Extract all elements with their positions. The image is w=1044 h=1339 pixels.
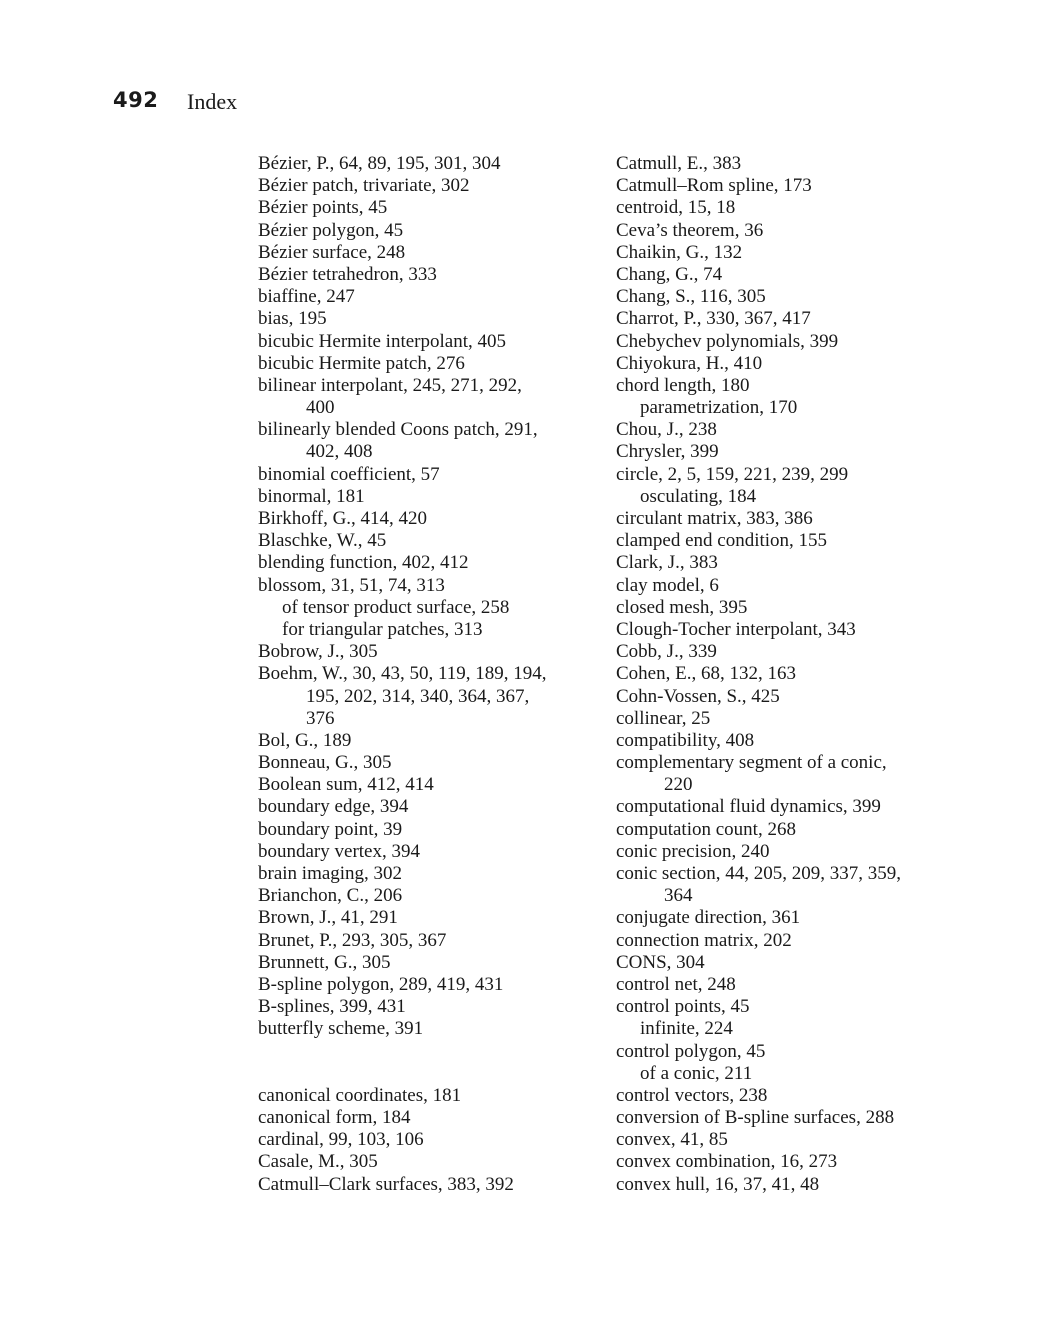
index-entry: circulant matrix, 383, 386 bbox=[616, 508, 813, 529]
index-entry: Casale, M., 305 bbox=[258, 1151, 378, 1173]
index-entry: blending function, 402, 412 bbox=[258, 552, 469, 574]
index-entry: CONS, 304 bbox=[616, 951, 705, 973]
index-entry: Boolean sum, 412, 414 bbox=[258, 774, 434, 796]
index-entry: Bézier polygon, 45 bbox=[258, 219, 404, 241]
index-column-right bbox=[616, 153, 946, 1196]
index-entry: Cohen, E., 68, 132, 163 bbox=[616, 663, 796, 685]
index-subentry: infinite, 224 bbox=[640, 1018, 733, 1040]
index-entry: Bol, G., 189 bbox=[258, 729, 352, 751]
index-entry: control points, 45 bbox=[616, 996, 750, 1018]
index-entry-continuation: 402, 408 bbox=[306, 441, 373, 463]
index-entry: clamped end condition, 155 bbox=[616, 530, 828, 552]
index-entry: Blaschke, W., 45 bbox=[258, 530, 387, 552]
index-entry: conversion of B-spline surfaces, 288 bbox=[616, 1107, 895, 1129]
index-entry-continuation: 400 bbox=[306, 397, 335, 419]
index-entry: boundary vertex, 394 bbox=[258, 840, 420, 862]
index-entry: Birkhoff, G., 414, 420 bbox=[258, 508, 428, 529]
index-entry: Bobrow, J., 305 bbox=[258, 641, 378, 663]
index-entry: bicubic Hermite patch, 276 bbox=[258, 352, 465, 374]
index-entry: Catmull, E., 383 bbox=[616, 153, 742, 174]
index-entry: Brunet, P., 293, 305, 367 bbox=[258, 929, 447, 951]
index-column-left bbox=[258, 153, 588, 1196]
index-entry: Bézier patch, trivariate, 302 bbox=[258, 175, 470, 197]
index-entry-continuation: 364 bbox=[664, 885, 693, 907]
index-entry: Chang, S., 116, 305 bbox=[616, 286, 766, 308]
index-entry: Brunnett, G., 305 bbox=[258, 951, 391, 973]
index-entry: Bonneau, G., 305 bbox=[258, 752, 392, 774]
index-entry: bilinear interpolant, 245, 271, 292, bbox=[258, 374, 522, 396]
index-entry: B-spline polygon, 289, 419, 431 bbox=[258, 973, 504, 995]
index-entry: butterfly scheme, 391 bbox=[258, 1018, 424, 1040]
index-entry: Chiyokura, H., 410 bbox=[616, 352, 763, 374]
index-entry: connection matrix, 202 bbox=[616, 929, 792, 951]
index-entry: cardinal, 99, 103, 106 bbox=[258, 1129, 424, 1151]
index-entry: convex hull, 16, 37, 41, 48 bbox=[616, 1173, 820, 1195]
index-entry: Bézier surface, 248 bbox=[258, 241, 406, 263]
index-entry: compatibility, 408 bbox=[616, 729, 755, 751]
index-entry: conic section, 44, 205, 209, 337, 359, bbox=[616, 863, 901, 884]
index-entry-continuation: 220 bbox=[664, 774, 693, 796]
index-entry: Chou, J., 238 bbox=[616, 419, 717, 441]
index-entry: computation count, 268 bbox=[616, 818, 796, 840]
index-entry: conic precision, 240 bbox=[616, 840, 770, 862]
index-entry-continuation: 376 bbox=[306, 707, 335, 729]
index-entry: Bézier, P., 64, 89, 195, 301, 304 bbox=[258, 153, 501, 174]
index-entry: convex, 41, 85 bbox=[616, 1129, 728, 1151]
index-entry: collinear, 25 bbox=[616, 707, 711, 729]
index-entry: centroid, 15, 18 bbox=[616, 197, 736, 219]
index-subentry: of a conic, 211 bbox=[640, 1062, 753, 1084]
index-entry: binormal, 181 bbox=[258, 485, 365, 507]
index-entry: circle, 2, 5, 159, 221, 239, 299 bbox=[616, 463, 849, 485]
index-entry: brain imaging, 302 bbox=[258, 863, 403, 884]
index-entry: Cobb, J., 339 bbox=[616, 641, 717, 663]
page-number: 492 bbox=[113, 88, 159, 112]
index-entry: bicubic Hermite interpolant, 405 bbox=[258, 330, 506, 352]
index-entry: Brown, J., 41, 291 bbox=[258, 907, 398, 929]
index-entry: canonical coordinates, 181 bbox=[258, 1084, 462, 1106]
index-entry: control polygon, 45 bbox=[616, 1040, 766, 1062]
index-entry: control vectors, 238 bbox=[616, 1084, 768, 1106]
page-title: Index bbox=[187, 89, 238, 114]
index-entry: canonical form, 184 bbox=[258, 1107, 411, 1129]
index-entry: complementary segment of a conic, bbox=[616, 752, 887, 774]
index-entry: chord length, 180 bbox=[616, 374, 750, 396]
index-entry: Chrysler, 399 bbox=[616, 441, 719, 463]
index-entry: binomial coefficient, 57 bbox=[258, 463, 440, 485]
index-entry: closed mesh, 395 bbox=[616, 596, 748, 618]
index-entry: Brianchon, C., 206 bbox=[258, 885, 403, 907]
index-entry: Catmull–Clark surfaces, 383, 392 bbox=[258, 1173, 514, 1195]
index-entry: Ceva’s theorem, 36 bbox=[616, 219, 764, 241]
index-entry: bias, 195 bbox=[258, 308, 327, 330]
index-entry: conjugate direction, 361 bbox=[616, 907, 801, 929]
index-entry: Clark, J., 383 bbox=[616, 552, 718, 574]
index-subentry: osculating, 184 bbox=[640, 485, 757, 507]
index-entry: boundary point, 39 bbox=[258, 818, 403, 840]
index-entry: convex combination, 16, 273 bbox=[616, 1151, 838, 1173]
index-entry: bilinearly blended Coons patch, 291, bbox=[258, 419, 538, 441]
index-entry: Clough-Tocher interpolant, 343 bbox=[616, 618, 856, 640]
index-entry: Cohn-Vossen, S., 425 bbox=[616, 685, 780, 707]
index-entry: Boehm, W., 30, 43, 50, 119, 189, 194, bbox=[258, 663, 547, 685]
index-subentry: of tensor product surface, 258 bbox=[282, 596, 510, 618]
index-entry: Chaikin, G., 132 bbox=[616, 241, 743, 263]
index-entry: B-splines, 399, 431 bbox=[258, 996, 406, 1018]
index-entry: boundary edge, 394 bbox=[258, 796, 409, 818]
section-gap bbox=[258, 1041, 588, 1085]
index-entry-continuation: 195, 202, 314, 340, 364, 367, bbox=[306, 685, 530, 707]
index-entry: Chebychev polynomials, 399 bbox=[616, 330, 839, 352]
index-entry: clay model, 6 bbox=[616, 574, 719, 596]
index-entry: Chang, G., 74 bbox=[616, 263, 723, 285]
index-entry: Charrot, P., 330, 367, 417 bbox=[616, 308, 811, 330]
index-entry: computational fluid dynamics, 399 bbox=[616, 796, 881, 818]
index-subentry: for triangular patches, 313 bbox=[282, 618, 483, 640]
index-entry: Bézier points, 45 bbox=[258, 197, 388, 219]
index-entry: Catmull–Rom spline, 173 bbox=[616, 175, 812, 197]
index-entry: control net, 248 bbox=[616, 973, 736, 995]
index-entry: Bézier tetrahedron, 333 bbox=[258, 263, 437, 285]
index-entry: biaffine, 247 bbox=[258, 286, 355, 308]
index-entry: blossom, 31, 51, 74, 313 bbox=[258, 574, 445, 596]
index-subentry: parametrization, 170 bbox=[640, 397, 798, 419]
